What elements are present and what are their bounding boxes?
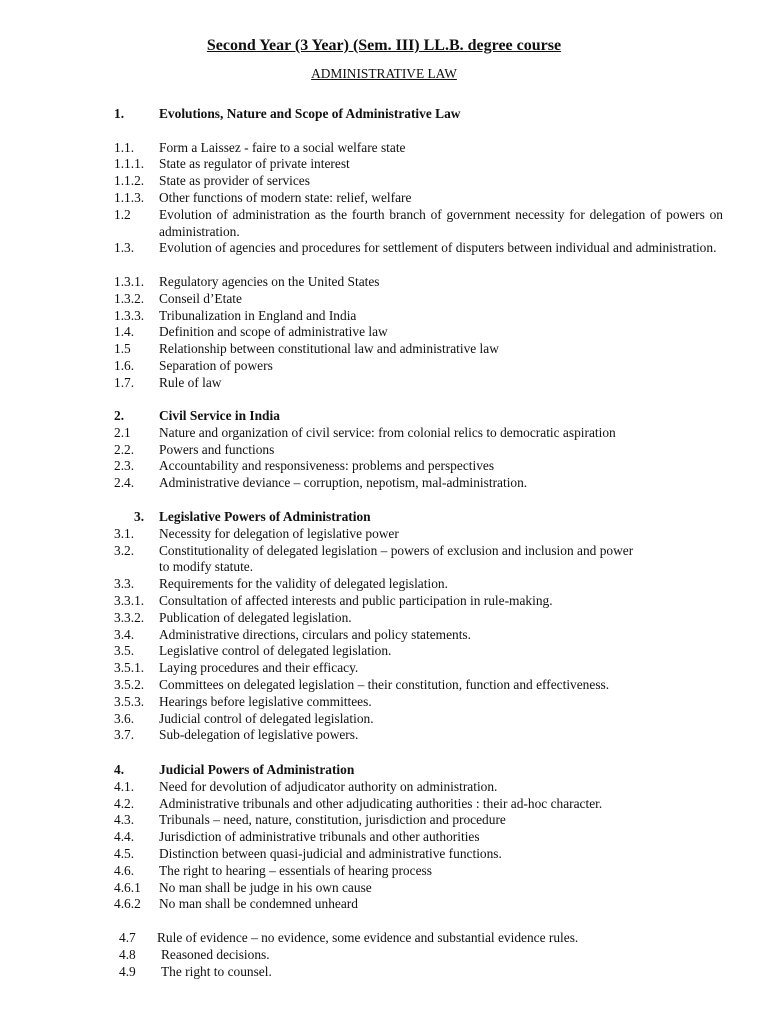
item-number: 3.3.2. [114, 609, 145, 625]
list-item [0, 324, 768, 341]
item-text: Necessity for delegation of legislative power [159, 525, 399, 541]
section-heading [0, 509, 768, 526]
item-text: Hearings before legislative committees. [159, 693, 372, 709]
list-item [0, 727, 768, 744]
list-item [0, 274, 768, 291]
item-number: 1.3.1. [114, 273, 145, 289]
item-number: 2.2. [114, 441, 135, 457]
item-number: 4.5. [114, 845, 135, 861]
section-heading [0, 408, 768, 425]
list-item [0, 442, 768, 459]
item-number: 3.5.3. [114, 693, 145, 709]
item-text: Jurisdiction of administrative tribunals and other authorities [159, 829, 480, 845]
item-text: Need for devolution of adjudicator authority on administration. [159, 778, 498, 794]
section-number: 2. [114, 408, 125, 423]
section-4-continued [0, 930, 768, 980]
item-text: State as regulator of private interest [159, 156, 350, 172]
list-item [0, 829, 768, 846]
list-item [0, 593, 768, 610]
item-text: Form a Laissez - faire to a social welfare state [159, 139, 406, 155]
list-item [0, 660, 768, 677]
item-text: Sub-delegation of legislative powers. [159, 727, 359, 743]
item-number: 2.4. [114, 475, 135, 491]
list-item [0, 930, 768, 947]
list-item [0, 677, 768, 694]
list-item [0, 425, 768, 442]
item-number: 2.1 [114, 424, 131, 440]
item-text: Legislative control of delegated legislation. [159, 643, 392, 659]
section-title: Judicial Powers of Administration [159, 762, 355, 777]
item-text: Tribunals – need, nature, constitution, jurisdiction and procedure [159, 812, 506, 828]
item-text: Publication of delegated legislation. [159, 609, 352, 625]
section-number: 1. [114, 106, 125, 121]
list-item [0, 543, 768, 560]
list-item [0, 458, 768, 475]
item-text: Laying procedures and their efficacy. [159, 660, 359, 676]
item-number: 4.6.1 [114, 879, 141, 895]
item-number: 3.4. [114, 626, 135, 642]
item-number: 1.6. [114, 357, 135, 373]
list-item [0, 711, 768, 728]
item-number: 1.7. [114, 374, 135, 390]
list-item [0, 812, 768, 829]
section-heading [0, 762, 768, 779]
item-text: Conseil d’Etate [159, 290, 242, 306]
list-item [0, 341, 768, 358]
item-text: Rule of law [159, 374, 222, 390]
list-item [0, 156, 768, 173]
item-text: Evolution of agencies and procedures for settlement of disputers between individual and administration. [159, 240, 717, 256]
item-text: The right to hearing – essentials of hearing process [159, 862, 432, 878]
item-number: 1.1.2. [114, 173, 145, 189]
item-text: Administrative deviance – corruption, nepotism, mal-administration. [159, 475, 528, 491]
item-text: Requirements for the validity of delegated legislation. [159, 576, 448, 592]
list-item-continuation [0, 559, 768, 576]
item-text: Consultation of affected interests and public participation in rule-making. [159, 592, 553, 608]
item-text: Nature and organization of civil service: from colonial relics to democratic aspiration [159, 424, 616, 440]
item-number: 1.1.1. [114, 156, 145, 172]
item-text: Relationship between constitutional law and administrative law [159, 341, 499, 357]
item-text: Judicial control of delegated legislation. [159, 710, 374, 726]
item-text: No man shall be judge in his own cause [159, 879, 372, 895]
item-number: 1.2 [114, 206, 131, 222]
item-text: Rule of evidence – no evidence, some evidence and substantial evidence rules. [157, 930, 579, 945]
item-text: to modify statute. [159, 559, 254, 575]
list-item [0, 610, 768, 627]
item-number: 4.8 [119, 946, 136, 962]
section-2 [0, 408, 768, 492]
item-number: 4.3. [114, 812, 135, 828]
list-item [0, 375, 768, 392]
item-number: 3.3.1. [114, 592, 145, 608]
list-item [0, 190, 768, 207]
item-number: 3.1. [114, 525, 135, 541]
section-4 [0, 762, 768, 913]
list-item [0, 576, 768, 593]
item-text: No man shall be condemned unheard [159, 896, 358, 912]
item-number: 1.3. [114, 240, 135, 256]
list-item [0, 896, 768, 913]
list-item [0, 240, 768, 274]
item-text: Other functions of modern state: relief, welfare [159, 189, 412, 205]
item-number: 4.6.2 [114, 896, 141, 912]
item-number: 1.4. [114, 324, 135, 340]
list-item [0, 643, 768, 660]
item-text: Accountability and responsiveness: problems and perspectives [159, 458, 495, 474]
item-number: 1.3.3. [114, 307, 145, 323]
item-text: The right to counsel. [161, 963, 272, 979]
item-number: 3.2. [114, 542, 135, 558]
list-item [0, 694, 768, 711]
item-text: Definition and scope of administrative law [159, 324, 388, 340]
list-item [0, 964, 768, 981]
page-title: Second Year (3 Year) (Sem. III) LL.B. degree course [206, 37, 562, 54]
list-item [0, 863, 768, 880]
list-item [0, 947, 768, 964]
list-item [0, 173, 768, 190]
section-number: 4. [114, 762, 125, 777]
item-number: 3.6. [114, 710, 135, 726]
item-number: 1.5 [114, 341, 131, 357]
item-text: Tribunalization in England and India [159, 307, 357, 323]
list-item [0, 308, 768, 325]
list-item [0, 779, 768, 796]
item-number: 4.9 [119, 963, 136, 979]
page-subtitle: ADMINISTRATIVE LAW [311, 66, 457, 81]
list-item [0, 846, 768, 863]
item-number: 1.1.3. [114, 189, 145, 205]
list-item [0, 475, 768, 492]
item-number: 4.2. [114, 795, 135, 811]
item-number: 2.3. [114, 458, 135, 474]
item-text: State as provider of services [159, 173, 310, 189]
list-item [0, 291, 768, 308]
list-item [0, 358, 768, 375]
section-title: Civil Service in India [159, 408, 280, 423]
section-title: Legislative Powers of Administration [159, 509, 371, 524]
item-number: 3.3. [114, 576, 135, 592]
item-text: Distinction between quasi-judicial and administrative functions. [159, 845, 502, 861]
list-item [0, 526, 768, 543]
item-text: Administrative tribunals and other adjudicating authorities : their ad-hoc character. [159, 795, 603, 811]
section-1 [0, 106, 768, 392]
item-text: Separation of powers [159, 357, 273, 373]
item-text: Reasoned decisions. [161, 946, 270, 962]
list-item [0, 627, 768, 644]
item-number: 4.7 [119, 930, 136, 945]
section-heading [0, 106, 768, 123]
item-text: Regulatory agencies on the United States [159, 273, 380, 289]
item-text: Committees on delegated legislation – their constitution, function and effectiveness. [159, 676, 610, 692]
item-number: 4.1. [114, 778, 135, 794]
section-title: Evolutions, Nature and Scope of Administrative Law [159, 106, 461, 121]
section-number: 3. [134, 509, 145, 524]
item-number: 1.3.2. [114, 290, 145, 306]
item-number: 1.1. [114, 139, 135, 155]
item-number: 3.7. [114, 727, 135, 743]
item-text: Evolution of administration as the fourth branch of government necessity for delegation of powers on administration. [159, 206, 723, 239]
item-text: Administrative directions, circulars and policy statements. [159, 626, 471, 642]
list-item [0, 796, 768, 813]
item-number: 3.5.2. [114, 676, 145, 692]
section-3 [0, 509, 768, 744]
item-number: 4.4. [114, 829, 135, 845]
item-text: Powers and functions [159, 441, 275, 457]
list-item [0, 140, 768, 157]
item-number: 3.5. [114, 643, 135, 659]
list-item [0, 207, 768, 241]
item-number: 3.5.1. [114, 660, 145, 676]
item-number: 4.6. [114, 862, 135, 878]
item-text: Constitutionality of delegated legislation – powers of exclusion and inclusion and power [159, 542, 634, 558]
list-item [0, 880, 768, 897]
